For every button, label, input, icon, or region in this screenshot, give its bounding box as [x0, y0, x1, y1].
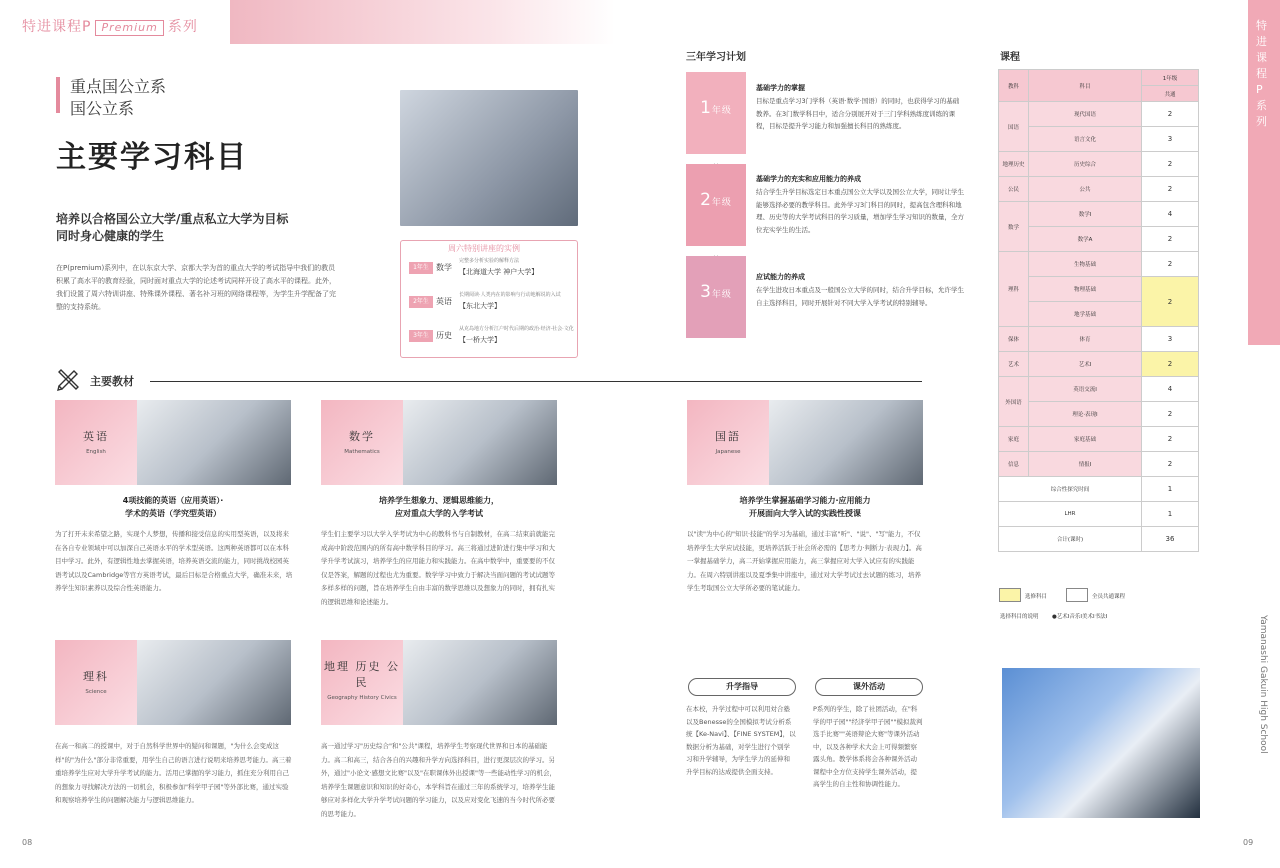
page-number-left: 08 [22, 838, 33, 847]
subject-card-math: 数学 Mathematics [321, 400, 557, 485]
weekend-row: 3年生 历史 从克岛地方分析江户时代后期的政治·经济·社会·文化 【一桥大学】 [409, 324, 574, 356]
materials-title: 主要教材 [90, 375, 134, 388]
subject-heading: 4项技能的英语（应用英语）· 学术的英语（学究型英语） [122, 496, 224, 518]
subject-heading: 培养学生想象力、逻辑思维能力， 应对重点大学的入学考试 [379, 496, 499, 518]
subject-heading: 培养学生掌握基础学习能力·应用能力 开展面向大学入试的实践性授课 [739, 496, 871, 518]
subject-card-social: 地理 历史 公民 Geography History Civics [321, 640, 557, 725]
intro-text: 在P(premium)系列中，在以东京大学、京都大学为首的重点大学的考试指导中我们的教员积累了高水平的教育经验，同时面对重点大学的论述考试同样开设了高水平的课程。此外，我们设置了周六特训讲座、特殊课外课程、著名补习班的网络课程等，为学生升学配备了完整的支持系统。 [56, 264, 336, 311]
teacher-photo [769, 400, 923, 485]
weekend-lecture-title: 周六特别讲座的实例 [448, 244, 520, 253]
page-number-right: 09 [1243, 838, 1254, 847]
course-title: 课程 [1000, 52, 1020, 63]
page-title: 主要学习科目 [56, 140, 248, 175]
legend-select-swatch [999, 588, 1021, 602]
plan-step-1: 1年级 [686, 72, 746, 154]
plan-heading: 应试能力的养成 [756, 273, 805, 281]
series-title: 特进课程P Premium 系列 [22, 19, 198, 35]
plan-text: 在学生进攻日本重点及一般国公立大学的同时，结合升学目标，允许学生自主选择科目，同时开展针对不同大学入学考试的特别辅导。 [756, 286, 964, 307]
activity-text: P系列的学生，除了社团活动，在"科学的甲子园""经济学甲子园""模拟裁判选手比赛""英语辩论大赛"等课外活动中，以及各种学术大会上可得频繁察露头角。教学体系将会各种课外活动课程中全方位支持学生课外活动，提高学生的自主性和协调性能力。 [813, 705, 923, 788]
subject-text: 为了打开未来希望之路，实现个人梦想，传播和接受信息的实用型英语，以及将来在各自专业领域中可以加深自己英语水平的学术型英语。这两种英语都可以在本科目中学习。此外，有逻辑性地去掌握英语，培养英语交流的能力，同时挑战校园英语考试以及Cambridge等官方英语考试，最后目标是合格重点大学，确准未来，培养学生知识素养以及综合性英语能力。 [55, 530, 293, 592]
plan-step-2: 2年级 [686, 164, 746, 246]
course-table: 教科 科目 1年级 共通 国语 现代国语 2 语言文化 3 地理历史 历史综合 2 公民 公共 2 数学 数学Ⅰ 4 数学A 2 理科 生物基础 2 物理基础 2 地学基础 保体 体育 3 艺术 艺术Ⅰ 2 外国语 英语交流Ⅰ 4 理论·表现Ⅰ 2 家庭 家庭基础 2 信息 情报Ⅰ 2 综合性探究时间 1 LHR 1 合计(课时) 36 [998, 69, 1199, 552]
students-photo [1002, 668, 1200, 818]
legend-select-label: 选修科目 [1025, 594, 1048, 600]
weekend-row: 2年生 英语 长期阅读·人类内在的影响与行动地解说的入试 【东北大学】 [409, 290, 574, 322]
plan-heading: 基础学力的充实和应用能力的养成 [756, 175, 861, 183]
subject-text: 以"读"为中心的"知识·技能"的学习为基础，通过丰富"听"、"说"、"写"能力，不仅培养学生大学应试技能，更培养活跃于社会所必需的【思考力·判断力·表现力】。高一掌握基础学力，高二开始掌握应用能力，高三掌握应对大学入试应有的实践能力。在周六特别讲座以及夏季集中讲座中，通过对大学考试过去试题的练习，培养学生考取国公立大学所必要的笔试能力。 [687, 530, 922, 592]
subtitle: 重点国公立系 国公立系 [70, 77, 167, 118]
legend-all-swatch [1066, 588, 1088, 602]
plan-text: 结合学生升学目标选定日本重点国公立大学以及国公立大学，同时让学生能够选择必要的教学科目。此外学习3门科目的同时，提高包含理科和地理、历史等的大学考试科目的学习质量，增加学生学习知识的数量，全方位充实学生的生活。 [756, 188, 964, 234]
title-accent-bar [56, 77, 60, 113]
teacher-photo [403, 400, 557, 485]
subject-text: 高一通过学习"历史综合"和"公共"课程，培养学生考察现代世界和日本的基础能力。高二和高三，结合各自的兴趣和升学方向选择科目，进行更深层次的学习。另外，通过"小论文·感想文比赛"以及"在职课体外出授课"等一些能动性学习的机会，培养学生课题意识和知识的好奇心，本学科旨在通过三年的系统学习，培养学生能够应对多样化大学升学考试问题的学习能力，以及应对变化飞速的当今时代所必要的思考能力。 [321, 742, 557, 818]
school-name: Yamanashi Gakuin High School [1258, 615, 1268, 754]
plan-step-3: 3年级 [686, 256, 746, 338]
plan-text: 目标是重点学习3门学科（英语·数学·国语）的同时，也获得学习的基础教养。在3门数学科目中，适合分别展开对于三门学科熟练度训练的课程，目标是提升学习能力和加强擅长科目的熟练度。 [756, 97, 960, 130]
subject-text: 学生们主要学习以大学入学考试为中心的教科书与自制教材，在高二结束前就能完成高中阶段范围内的所有高中数学科目的学习。高三将通过进阶进行集中学习和大学升学考试演习，培养学生的应用能力和实践能力。在高中数学中，重要要的不仅仅是答案，解题的过程也尤为重要。数学学习中致力于解决当面问题的考试试题等多样多样的问题，旨在培养学生自由丰富的数学思维以及想象力的同时，拥有扎实的逻辑思维和论述能力。 [321, 530, 555, 606]
teacher-photo [137, 400, 291, 485]
plan-heading: 基础学力的掌握 [756, 84, 805, 92]
subject-text: 在高一和高二的授课中，对于自然科学世界中的疑问和课题，"为什么会变成这样"的"为什么"部分非常重要，用学生自己的语言进行说明来培养思考能力。高三着重培养学生应对大学升学考试的能力。活用已掌握的学习能力，抓住充分利用自己的想象力寻找解决方法的一切机会，积极参加"科学甲子园"等外部比赛，通过实验和观察培养学生的问题解决能力与逻辑思维能力。 [55, 742, 292, 804]
teacher-photo [137, 640, 291, 725]
weekend-row: 1年生 数学 完整多分析实验的解释方法 【北海道大学 神户大学】 [409, 256, 574, 288]
legend-arts: ●艺术Ⅰ音乐Ⅰ美术Ⅰ书法Ⅰ [1052, 614, 1108, 620]
pill-guidance: 升学指导 [688, 678, 796, 696]
pill-extracurricular: 课外活动 [815, 678, 923, 696]
side-tab-text: 特进课程P系列 [1256, 19, 1267, 128]
classroom-photo [400, 90, 578, 226]
tagline: 培养以合格国公立大学/重点私立大学为目标 同时身心健康的学生 [56, 212, 289, 243]
pencil-ruler-icon [56, 366, 82, 392]
header-band [230, 0, 615, 44]
subject-card-english: 英语 English [55, 400, 291, 485]
activity-text: 在本校，升学过程中可以利用対合塾以及Benesse的全国模拟考试分析系统【Ke-Navi】、【FINE SYSTEM】，以数据分析为基础，对学生进行个别学习和升学辅导，为学生学力的延伸和升学目标的达成提供全面支持。 [686, 705, 796, 776]
divider [150, 381, 922, 382]
premium-badge: Premium [95, 20, 163, 36]
legend-note: 选择科目的说明 [1000, 614, 1039, 620]
subject-card-science: 理科 Science [55, 640, 291, 725]
teacher-photo [403, 640, 557, 725]
legend-all-label: 全员共通课程 [1092, 594, 1126, 600]
subject-card-japanese: 国語 Japanese [687, 400, 923, 485]
plan-title: 三年学习计划 [686, 52, 746, 63]
